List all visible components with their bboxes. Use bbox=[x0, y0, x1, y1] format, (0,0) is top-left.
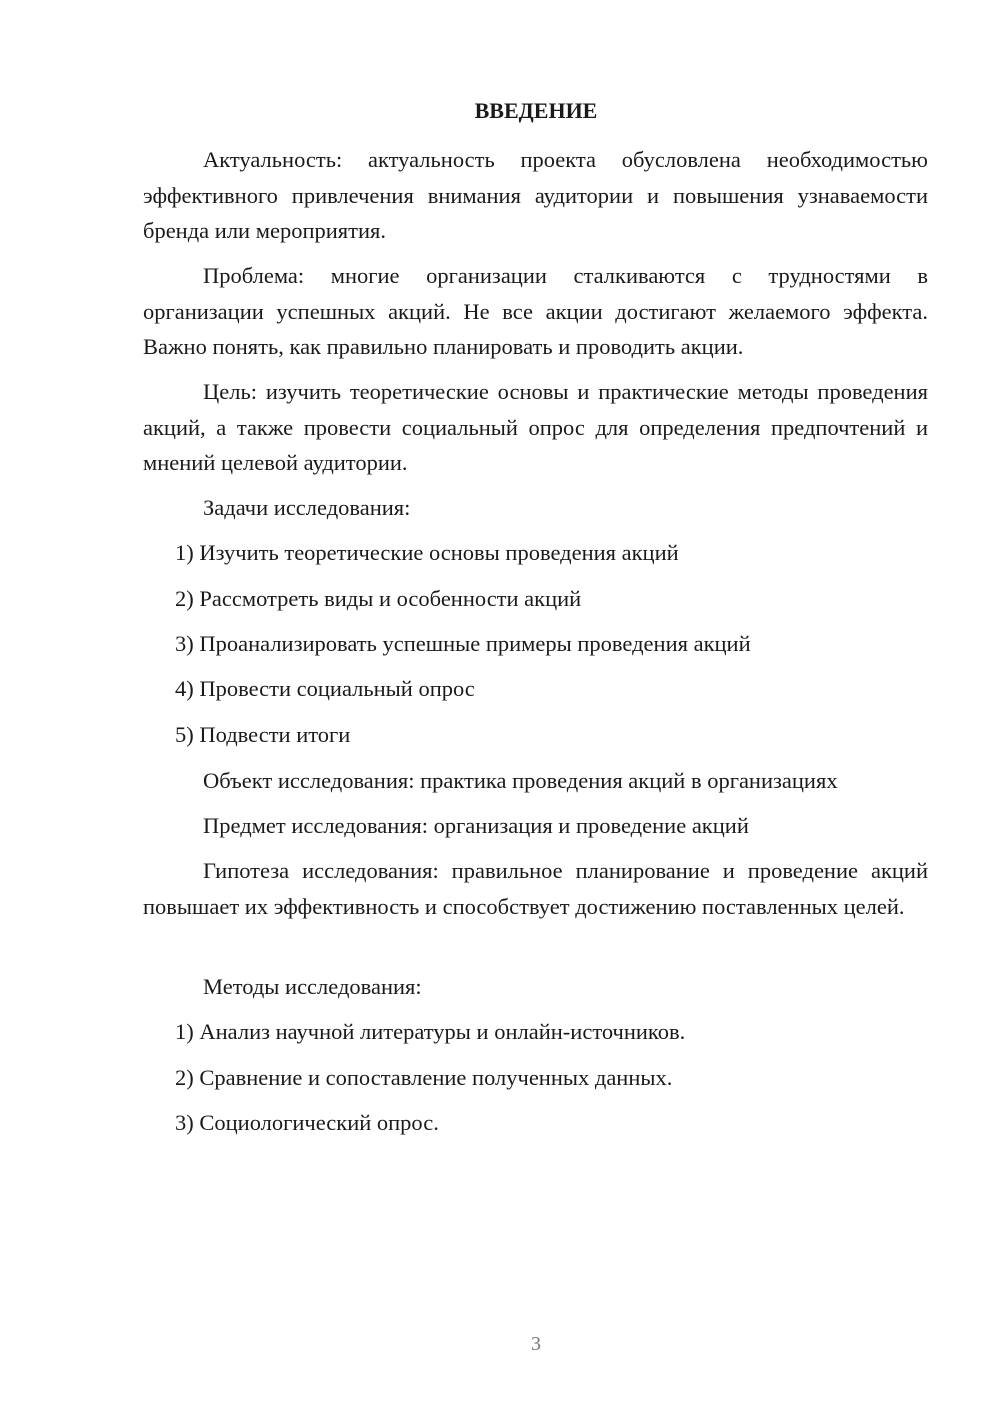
research-subject: Предмет исследования: организация и проведение акций bbox=[203, 813, 749, 838]
tasks-heading: Задачи исследования: bbox=[203, 495, 411, 520]
task-item-5: 5) Подвести итоги bbox=[175, 722, 351, 747]
task-item-3: 3) Проанализировать успешные примеры проведения акций bbox=[175, 631, 751, 656]
goal-paragraph: Цель: изучить теоретические основы и практические методы проведения акций, а также провести социальный опрос для определения предпочтений и мнений целевой аудитории. bbox=[143, 379, 928, 475]
method-item-1: 1) Анализ научной литературы и онлайн-источников. bbox=[175, 1019, 686, 1044]
method-item-2: 2) Сравнение и сопоставление полученных данных. bbox=[175, 1065, 673, 1090]
method-item-3: 3) Социологический опрос. bbox=[175, 1110, 439, 1135]
page-number: 3 bbox=[531, 1333, 541, 1355]
methods-heading: Методы исследования: bbox=[203, 974, 422, 999]
task-item-2: 2) Рассмотреть виды и особенности акций bbox=[175, 586, 582, 611]
problem-paragraph: Проблема: многие организации сталкиваются с трудностями в организации успешных акций. Не все акции достигают желаемого эффекта. Важно понять, как правильно планировать и проводить акции. bbox=[143, 263, 928, 359]
research-object: Объект исследования: практика проведения акций в организациях bbox=[203, 768, 838, 793]
task-item-4: 4) Провести социальный опрос bbox=[175, 676, 475, 701]
relevance-paragraph: Актуальность: актуальность проекта обусловлена необходимостью эффективного привлечения внимания аудитории и повышения узнаваемости бренда или мероприятия. bbox=[143, 147, 928, 243]
hypothesis-paragraph: Гипотеза исследования: правильное планирование и проведение акций повышает их эффективность и способствует достижению поставленных целей. bbox=[143, 858, 928, 919]
task-item-1: 1) Изучить теоретические основы проведения акций bbox=[175, 540, 679, 565]
page-title: ВВЕДЕНИЕ bbox=[474, 98, 598, 123]
